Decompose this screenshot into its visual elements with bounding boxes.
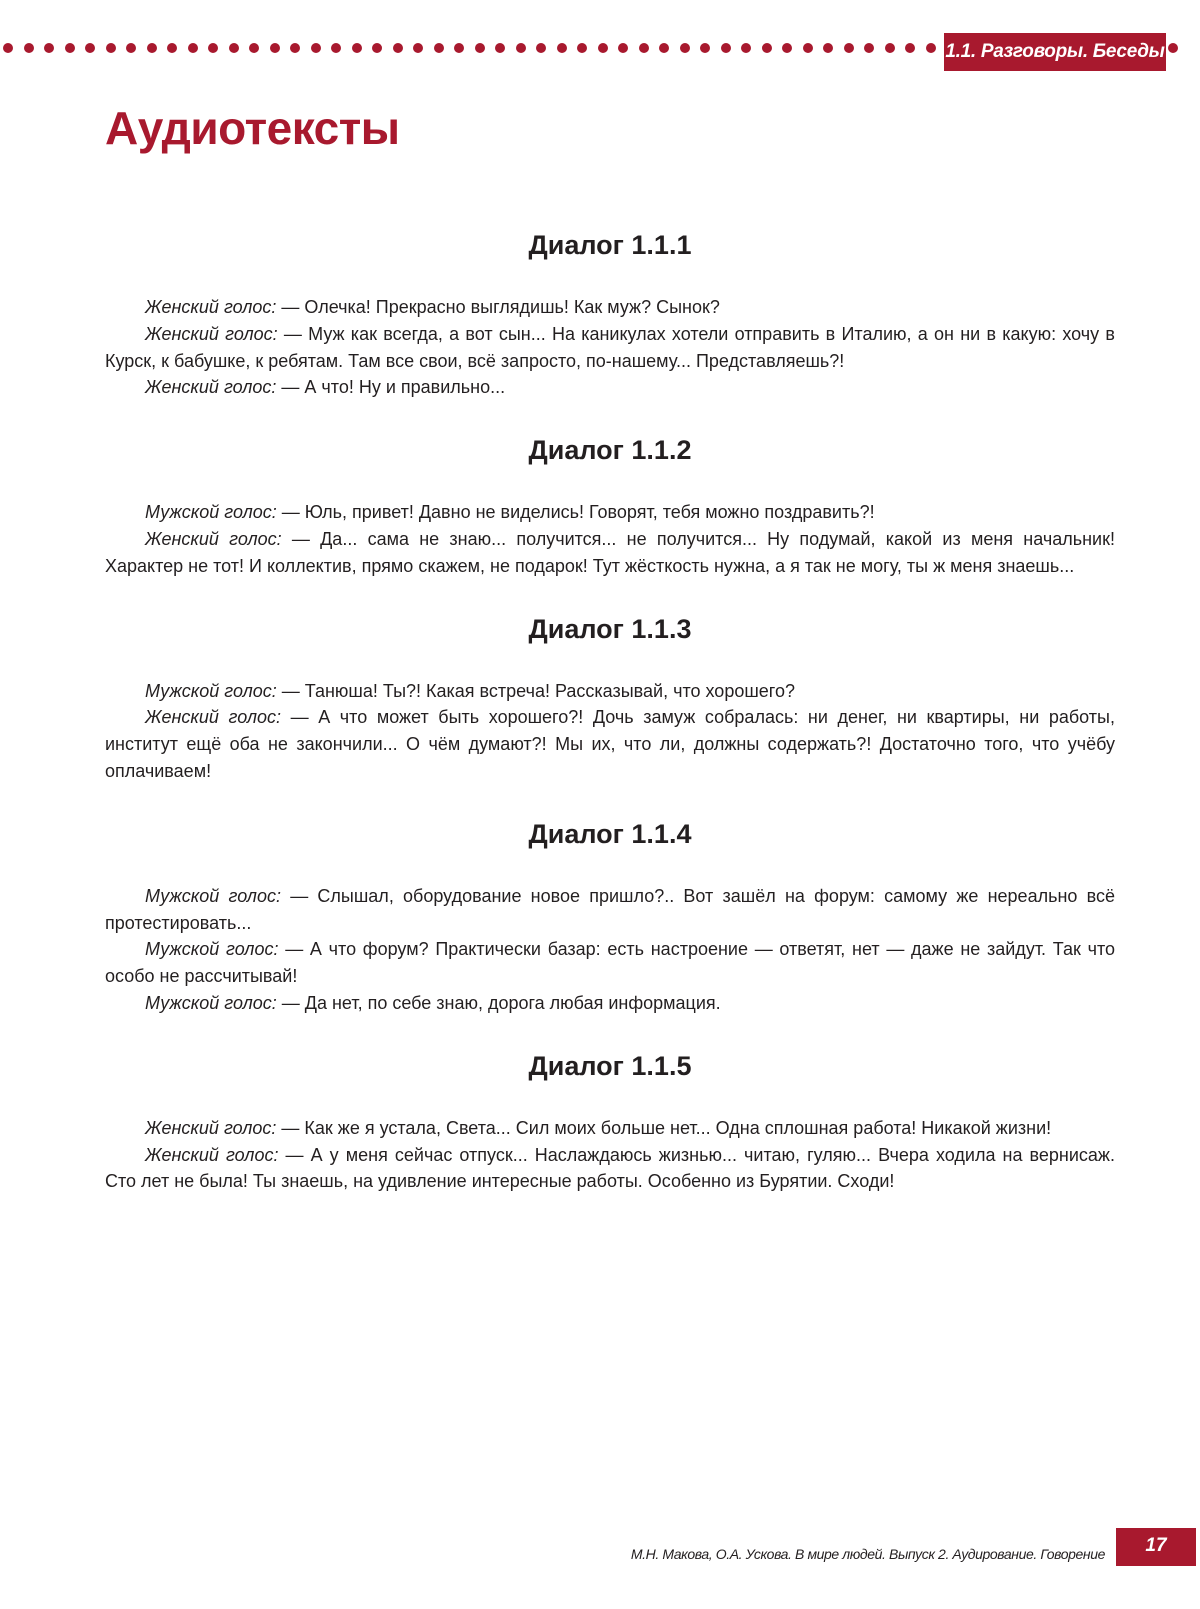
header-dot [885,43,895,53]
header-dot [3,43,13,53]
dialogs-content [105,228,1115,1195]
utterance-text: — Слышал, оборудование новое пришло?.. Вот зашёл на форум: самому же нереально всё протестировать... [105,885,1116,933]
dialog-section [105,1049,1115,1195]
speaker-label: Мужской голос: [145,502,277,523]
header-dot [536,43,546,53]
header-dot [905,43,915,53]
dialog-turn [105,294,1115,321]
speaker-label: Мужской голос: [145,680,277,701]
header-dot [65,43,75,53]
header-dot [352,43,362,53]
dialog-section [105,433,1115,579]
header-dot [721,43,731,53]
utterance-text: — А что форум? Практически базар: есть настроение — ответят, нет — даже не зайдут. Так что особо не рассчитывай! [105,939,1116,987]
speaker-label: Женский голос: [145,323,278,344]
header-dot [864,43,874,53]
header-dot [393,43,403,53]
page-title: Аудиотексты [105,102,400,154]
utterance-text: — Олечка! Прекрасно выглядишь! Как муж? Сынок? [276,297,720,317]
header-dot [229,43,239,53]
speaker-label: Мужской голос: [145,992,277,1013]
speaker-label: Женский голос: [145,707,281,728]
utterance-text: — Муж как всегда, а вот сын... На каникулах хотели отправить в Италию, а он ни в какую: хочу в Курск, к бабушке, к ребятам. Там все свои, всё запросто, по-нашему... Представляешь?! [105,323,1115,371]
header-dot [24,43,34,53]
header-dot [557,43,567,53]
utterance-text: — А у меня сейчас отпуск... Наслаждаюсь жизнью... читаю, гуляю... Вчера ходила на вернисаж. Сто лет не была! Ты знаешь, на удивление интересные работы. Особенно из Бурятии. Сходи! [105,1144,1115,1192]
header-dot [106,43,116,53]
header-dot [147,43,157,53]
dialog-title: Диалог 1.1.1 [528,230,692,260]
dialog-turn [105,1142,1115,1196]
section-header-tab: 1.1. Разговоры. Беседы [944,33,1166,71]
header-dot [700,43,710,53]
header-dot [372,43,382,53]
footer-citation: М.Н. Макова, О.А. Ускова. В мире людей. Выпуск 2. Аудирование. Говорение [630,1546,1105,1562]
dialog-turn [105,499,1115,526]
dialog-turn [105,1115,1115,1142]
header-dot [270,43,280,53]
dialog-turn [105,321,1115,375]
header-dot [167,43,177,53]
dialog-turn [105,374,1115,401]
dotted-header-rule [0,41,940,55]
header-dot [85,43,95,53]
header-dot [680,43,690,53]
header-dot [823,43,833,53]
header-dot [598,43,608,53]
dialog-section [105,612,1115,785]
dialog-turn [105,883,1115,937]
header-dot [126,43,136,53]
speaker-label: Мужской голос: [145,885,281,906]
utterance-text: — А что! Ну и правильно... [276,377,506,398]
header-dot [844,43,854,53]
dialog-section [105,228,1115,401]
page-number: 17 [1116,1528,1196,1566]
utterance-text: — Да нет, по себе знаю, дорога любая информация. [276,992,721,1013]
header-dot [639,43,649,53]
header-dot [188,43,198,53]
header-dot [311,43,321,53]
speaker-label: Женский голос: [145,528,282,549]
header-dot [290,43,300,53]
dialog-turn [105,704,1115,784]
speaker-label: Женский голос: [145,1117,277,1138]
header-dot [331,43,341,53]
header-dot [803,43,813,53]
dialog-turn [105,936,1115,990]
header-dot [659,43,669,53]
dialog-title: Диалог 1.1.2 [528,435,692,466]
header-dot [413,43,423,53]
dialog-turn [105,990,1115,1017]
dialog-section [105,817,1115,1017]
header-dot [741,43,751,53]
header-dot [249,43,259,53]
header-dot [618,43,628,53]
dialog-turn [105,678,1115,705]
header-dot [577,43,587,53]
utterance-text: — Танюша! Ты?! Какая встреча! Рассказывай, что хорошего? [276,680,795,701]
dialog-title: Диалог 1.1.3 [528,613,692,644]
header-dot [495,43,505,53]
header-dot [44,43,54,53]
header-dot [475,43,485,53]
header-dot [926,43,936,53]
utterance-text: — Как же я устала, Света... Сил моих больше нет... Одна сплошная работа! Никакой жизни! [276,1117,1052,1138]
header-dot [782,43,792,53]
dialog-title: Диалог 1.1.4 [528,818,692,849]
speaker-label: Женский голос: [145,297,277,317]
header-dot [762,43,772,53]
dotted-header-rule-end [1168,43,1178,53]
header-dot [208,43,218,53]
speaker-label: Мужской голос: [145,939,279,960]
header-dot [454,43,464,53]
header-dot [434,43,444,53]
utterance-text: — Юль, привет! Давно не виделись! Говорят, тебя можно поздравить?! [276,502,875,523]
header-dot [516,43,526,53]
dialog-turn [105,526,1115,580]
speaker-label: Женский голос: [145,1144,279,1165]
utterance-text: — Да... сама не знаю... получится... не получится... Ну подумай, какой из меня начальник! Характер не тот! И коллектив, прямо скажем, не подарок! Тут жёсткость нужна, а я так не могу, ты ж меня знаешь... [105,528,1115,576]
utterance-text: — А что может быть хорошего?! Дочь замуж собралась: ни денег, ни квартиры, ни работы, институт ещё оба не закончили... О чём думают?! Мы их, что ли, должны содержать?! Достаточно того, что учёбу оплачиваем! [105,707,1115,781]
speaker-label: Женский голос: [145,377,277,398]
dialog-title: Диалог 1.1.5 [528,1050,692,1081]
